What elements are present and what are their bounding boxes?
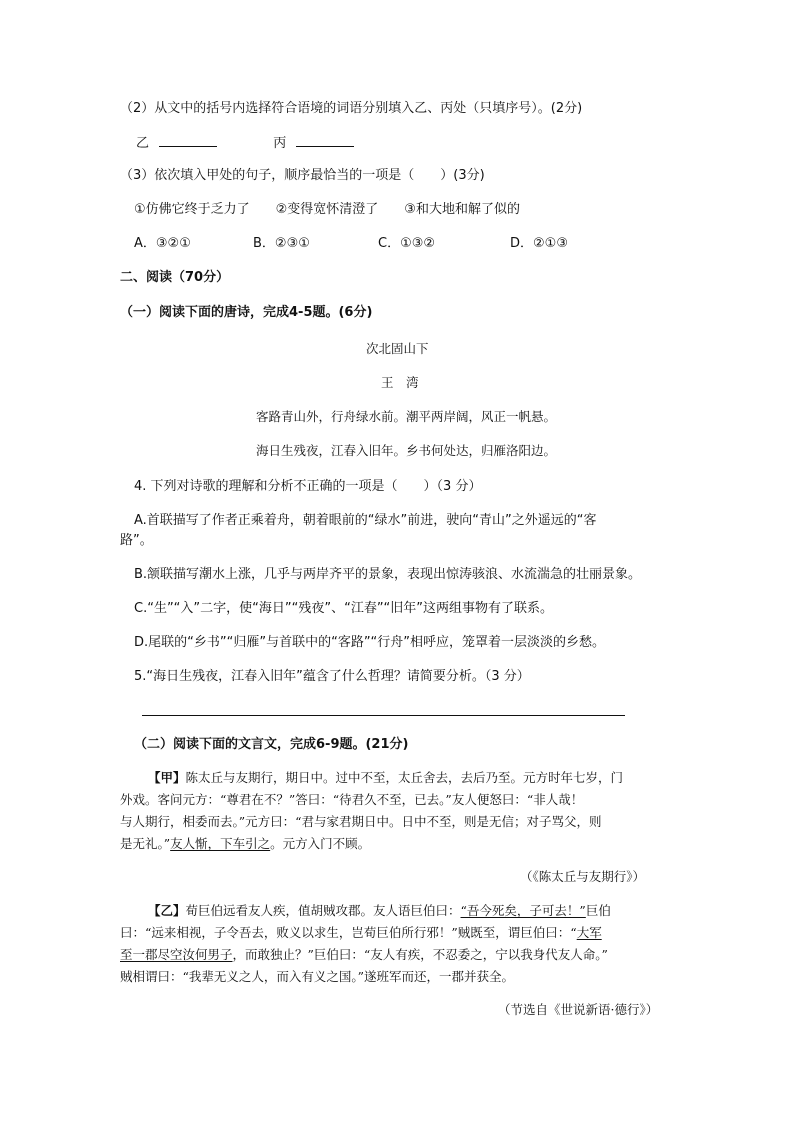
question-4-option-a-line1: A.首联描写了作者正乘着舟，朝着眼前的“绿水”前进，驶向“青山”之外遥远的“客 — [134, 513, 597, 528]
blank-bing-label: 丙 — [273, 136, 287, 151]
question-4-option-d: D.尾联的“乡书”“归雁”与首联中的“客路”“行舟”相呼应，笼罩着一层淡淡的乡愁。 — [134, 635, 606, 650]
passage-yi-line-1: 【乙】荀巨伯远看友人疾，值胡贼攻郡。友人语巨伯曰：“吾今死矣，子可去！”巨伯 — [148, 903, 611, 918]
passage-yi-underlined-3: 至一郡尽空汝何男子 — [120, 947, 233, 962]
passage-jia-line-4: 是无礼。”友人惭，下车引之。元方入门不顾。 — [120, 836, 371, 851]
passage-jia-label: 【甲】 — [148, 770, 186, 785]
question-4-text: 4. 下列对诗歌的理解和分析不正确的一项是（ ）（3 分） — [134, 479, 482, 494]
question-3-option-a: A．③②① — [134, 236, 191, 251]
passage-jia-text-1: 陈太丘与友期行，期日中。过中不至，太丘舍去，去后乃至。元方时年七岁，门 — [185, 770, 624, 785]
question-3-option-b: B．②③① — [253, 236, 310, 251]
blank-yi-label: 乙 — [136, 136, 150, 151]
question-2-blanks — [136, 134, 354, 153]
passage-yi-source: （节选自《世说新语·德行》） — [498, 1002, 659, 1017]
question-5-text: 5.“海日生残夜，江春入旧年”蕴含了什么哲理？请简要分析。（3 分） — [134, 669, 530, 684]
poem-poet: 王 湾 — [381, 375, 419, 390]
passage-jia-underlined: 友人惭，下车引之 — [170, 836, 271, 851]
passage-yi-line-2: 曰：“远来相视，子令吾去，败义以求生，岂荀巨伯所行邪！”贼既至，谓巨伯曰：“大军 — [120, 925, 602, 940]
question-4-option-c: C.“生”“入”二字，使“海日”“残夜”、“江春”“旧年”这两组事物有了联系。 — [134, 601, 554, 616]
section-2-title: 二、阅读（70分） — [120, 270, 230, 285]
question-3-option-d: D．②①③ — [510, 236, 568, 251]
passage-jia-line-3: 与人期行，相委而去。”元方曰：“君与家君期日中。日中不至，则是无信；对子骂父，则 — [120, 814, 602, 829]
question-5-answer-line[interactable] — [142, 715, 625, 716]
question-3-text: （3）依次填入甲处的句子，顺序最恰当的一项是（ ）(3分) — [120, 168, 485, 183]
question-4-option-b: B.颔联描写潮水上涨，几乎与两岸齐平的景象，表现出惊涛骇浪、水流湍急的壮丽景象。 — [134, 567, 642, 582]
blank-yi-line[interactable] — [159, 134, 217, 147]
passage-yi-underlined-2: 大军 — [576, 925, 602, 940]
question-4-option-a-line2: 路”。 — [120, 533, 153, 548]
passage-yi-label: 【乙】 — [148, 903, 186, 918]
passage-yi-line-4: 贼相谓曰：“我辈无义之人，而入有义之国。”遂班军而还，一郡并获全。 — [120, 969, 515, 984]
question-3-sentences: ①仿佛它终于乏力了 ②变得宽怀清澄了 ③和大地和解了似的 — [134, 202, 520, 217]
poem-line-1: 客路青山外，行舟绿水前。潮平两岸阔，风正一帆悬。 — [256, 409, 557, 424]
poem-line-2: 海日生残夜，江春入旧年。乡书何处达，归雁洛阳边。 — [256, 443, 557, 458]
passage-yi-line-3: 至一郡尽空汝何男子，而敢独止？”巨伯曰：“友人有疾，不忍委之，宁以我身代友人命。” — [120, 947, 608, 962]
blank-bing-line[interactable] — [296, 134, 354, 147]
part-1-title: （一）阅读下面的唐诗，完成4-5题。(6分) — [120, 305, 373, 320]
passage-jia-source: （《陈太丘与友期行》） — [520, 869, 646, 884]
passage-yi-underlined-1: “吾今死矣，子可去！” — [460, 903, 586, 918]
poem-title: 次北固山下 — [366, 341, 429, 356]
part-2-title: （二）阅读下面的文言文，完成6-9题。(21分) — [134, 737, 409, 752]
question-3-option-c: C．①③② — [378, 236, 436, 251]
question-2-text: （2）从文中的括号内选择符合语境的词语分别填入乙、丙处（只填序号）。(2分) — [120, 101, 583, 116]
passage-jia-line-1 — [148, 769, 623, 787]
passage-jia-line-2: 外戏。客问元方：“尊君在不？”答曰：“待君久不至，已去。”友人便怒曰：“非人哉！ — [120, 792, 584, 807]
